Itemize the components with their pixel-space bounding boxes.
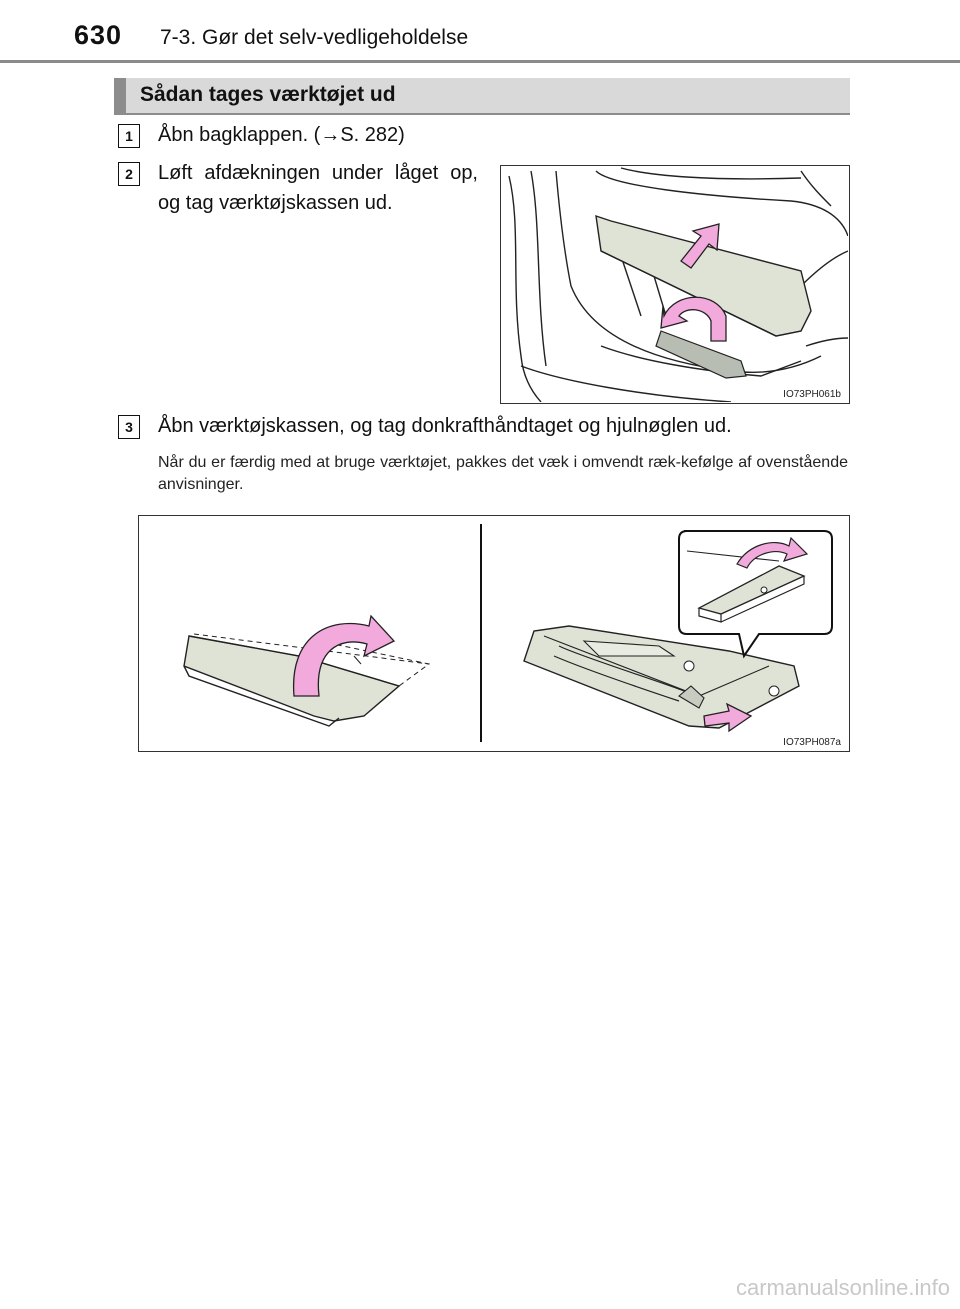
note-text: Når du er færdig med at bruge værktøjet, pakkes det væk i omvendt ræk-kefølge af ovenstående anvisninger. [158, 454, 848, 493]
footer-brand[interactable]: carmanualsonline.info [735, 1275, 950, 1300]
figure-code: IO73PH061b [783, 389, 841, 400]
step-3-text: Åbn værktøjskassen, og tag donkrafthåndtaget og hjulnøglen ud. [158, 415, 732, 437]
figure-code: IO73PH087a [783, 737, 841, 748]
figure-trunk-cover [500, 165, 850, 404]
trunk-cover-illustration [501, 166, 848, 402]
figure-tool-box [138, 515, 850, 752]
page-number: 630 [74, 20, 123, 50]
section-underline [114, 113, 850, 115]
section-header [114, 78, 850, 113]
step-3-badge: 3 [118, 415, 140, 439]
step-2-badge: 2 [118, 162, 140, 186]
tool-box-illustration [139, 516, 848, 750]
step-2-text: Løft afdækningen under låget op, og tag værktøjskassen ud. [158, 162, 478, 214]
step-1-text: Åbn bagklappen. (→S. 282) [158, 124, 405, 146]
step-1-badge: 1 [118, 124, 140, 148]
chapter-title: 7-3. Gør det selv-vedligeholdelse [160, 26, 469, 49]
header-rule [0, 60, 960, 63]
section-title: Sådan tages værktøjet ud [140, 83, 396, 106]
